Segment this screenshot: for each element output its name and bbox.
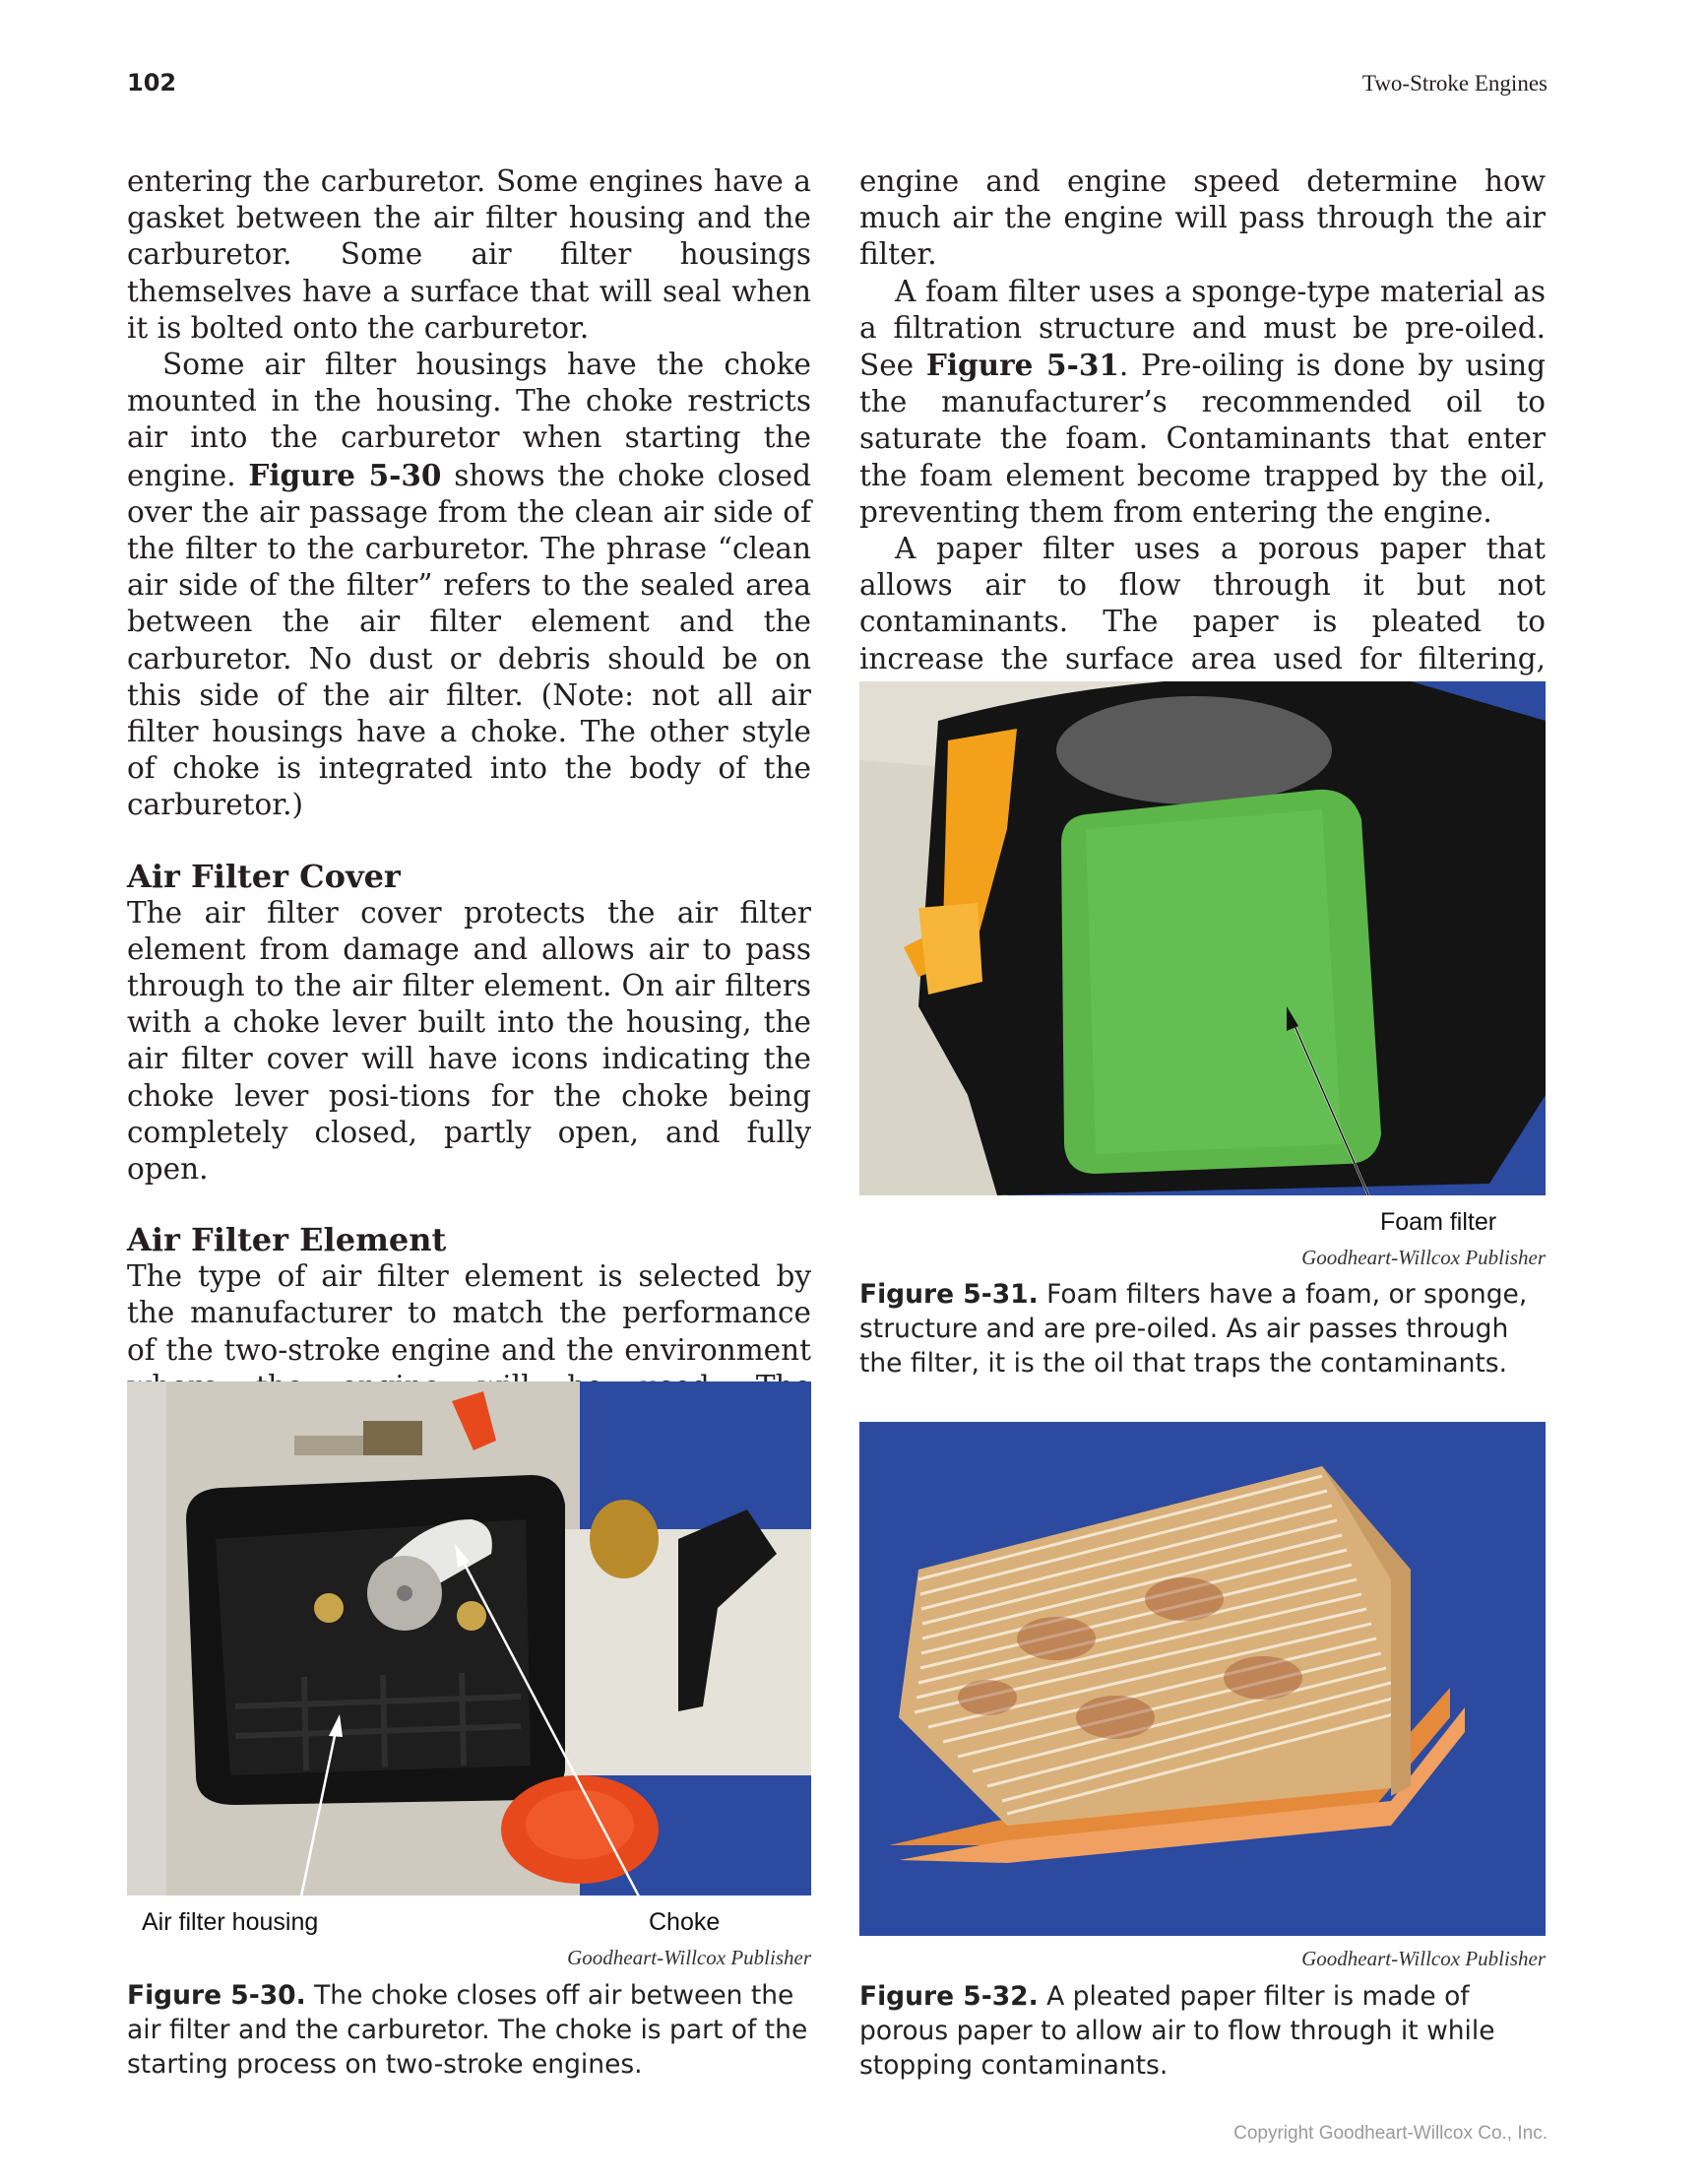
pleated-paper-filter-illustration xyxy=(859,1422,1546,1936)
paragraph: A paper filter uses a porous paper that allows air to flow through it but not contaminants. The paper is pleated to increase the surface area used for filtering, xyxy=(859,531,1546,715)
label-choke: Choke xyxy=(649,1908,721,1936)
figure-32-caption: Figure 5-32. A pleated paper filter is made of porous paper to allow air to flow through it while stopping contaminants. xyxy=(859,1981,1495,2081)
figure-reference: Figure 5-31 xyxy=(925,348,1119,383)
foam-filter-illustration xyxy=(859,681,1546,1195)
figure-30-caption: Figure 5-30. The choke closes off air between the air filter and the carburetor. The choke is part of the starting process on two-stroke engines. xyxy=(127,1980,808,2080)
right-column xyxy=(859,163,1546,715)
figure-32-credit: Goodheart-Willcox Publisher xyxy=(1301,1947,1546,1970)
figure-31-caption: Figure 5-31. Foam filters have a foam, or sponge, structure and are pre-oiled. As air passes through the filter, it is the oil that traps the contaminants. xyxy=(859,1279,1528,1379)
paragraph: The type of air filter element is selected by the manufacturer to match the performance of the two-stroke engine and the environment xyxy=(127,1259,811,1367)
paragraph: entering the carburetor. Some engines have a gasket between the air filter housing and the carburetor. Some air filter housings themselves have a surface that will seal when it is bolted onto the carburetor. xyxy=(127,164,811,345)
figure-30-credit: Goodheart-Willcox Publisher xyxy=(567,1946,811,1969)
copyright-footer: Copyright Goodheart-Willcox Co., Inc. xyxy=(1233,2123,1548,2144)
choke-housing-illustration xyxy=(127,1381,811,1895)
figure-30-photo xyxy=(127,1381,811,1895)
page-number: 102 xyxy=(127,69,177,96)
paragraph: Some air filter housings have the choke mounted in the housing. The choke restricts air into the carburetor when starting the engine. Figure 5-30 shows the choke closed over the air passage from the clean air side of the filter to the carburetor. The phrase “clean air side of the filter” refers to the sealed area between the air filter element and the carburetor. No dust or debris should be on this side of the air filter. (Note: not all air filter housings have a choke. The other style of choke is integrated into the body of the carburetor.) xyxy=(127,348,811,822)
figure-31-credit: Goodheart-Willcox Publisher xyxy=(1301,1246,1546,1269)
running-head: Two-Stroke Engines xyxy=(1361,71,1548,96)
figure-32-photo xyxy=(859,1422,1546,1936)
figure-reference: Figure 5-30 xyxy=(248,457,442,492)
paragraph: The air filter cover protects the air filter element from damage and allows air to pass through to the air filter element. On air filters with a choke lever built into the housing, the air filter cover will have icons indicating the choke lever posi-tions for the choke being completely closed, partly open, and fully open. xyxy=(127,895,811,1187)
figure-31-photo xyxy=(859,681,1546,1195)
caption-number: Figure 5-30. xyxy=(127,1980,306,2011)
paragraph: A foam filter uses a sponge-type material as a filtration structure and must be pre-oiled. See Figure 5-31. Pre-oiling is done by using the manufacturer’s recommended oil to saturate the foam. Contaminants that enter the foam element become trapped by the oil, preventing them from entering the engine. xyxy=(859,274,1546,529)
paragraph: engine and engine speed determine how much air the engine will pass through the air filter. xyxy=(859,164,1546,272)
label-air-filter-housing: Air filter housing xyxy=(142,1908,319,1936)
caption-number: Figure 5-31. xyxy=(859,1279,1039,1310)
label-foam-filter: Foam filter xyxy=(1380,1208,1497,1236)
section-heading: Air Filter Cover xyxy=(127,857,401,895)
caption-number: Figure 5-32. xyxy=(859,1981,1039,2012)
left-column xyxy=(127,163,811,1442)
section-heading: Air Filter Element xyxy=(127,1221,447,1259)
